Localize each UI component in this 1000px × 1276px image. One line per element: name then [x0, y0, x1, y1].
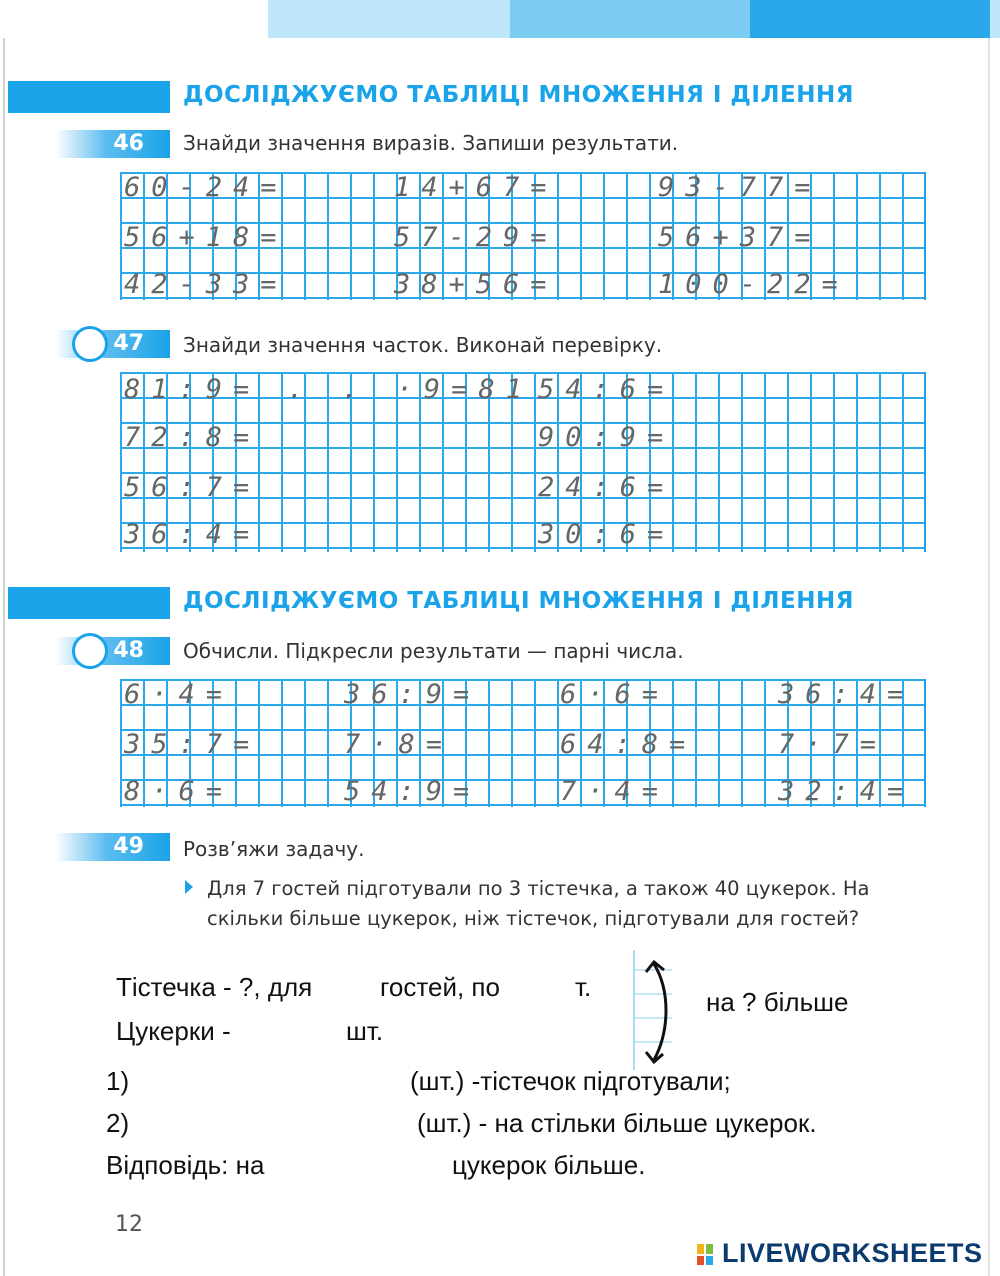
expr: 7·8= [344, 729, 454, 760]
expr: 54:9= [344, 776, 481, 807]
scheme-candies-label: Цукерки - [116, 1016, 231, 1046]
expr: 42-33= [124, 269, 288, 300]
task-marker-circle [72, 326, 108, 362]
scheme-compare-label: на ? більше [706, 987, 849, 1017]
page-edge-left [3, 0, 5, 1276]
expr: 81:9= . . ·9=81 [124, 374, 533, 405]
page-number: 12 [115, 1212, 143, 1237]
scheme-guests-label: гостей, по [380, 972, 500, 1002]
expr: 14+67= [394, 172, 558, 203]
section-bar [8, 587, 170, 619]
grid-task-47 [120, 372, 926, 552]
expr: 57-29= [394, 222, 558, 253]
task-47-question: Знайди значення часток. Виконай перевірку. [183, 333, 663, 357]
liveworksheets-logo-icon [697, 1242, 723, 1266]
expr: 24:6= [538, 472, 675, 503]
expr: 64:8= [560, 729, 697, 760]
grid-task-48 [120, 679, 926, 807]
expr: 36:4= [778, 679, 915, 710]
scheme-pcs-label: шт. [346, 1016, 384, 1046]
expr: 72:8= [124, 422, 261, 453]
watermark: LIVEWORKSHEETS [722, 1238, 983, 1268]
expr: 36:4= [124, 519, 261, 550]
expr: 56+18= [124, 222, 288, 253]
expr: 100-22= [658, 269, 849, 300]
section-title: ДОСЛІДЖУЄМО ТАБЛИЦІ МНОЖЕННЯ І ДІЛЕННЯ [183, 588, 854, 614]
expr: 30:6= [538, 519, 675, 550]
expr: 54:6= [538, 374, 675, 405]
expr: 6·6= [560, 679, 670, 710]
expr: 93-77= [658, 172, 822, 203]
task-number-46: 46 [55, 130, 170, 158]
task-number-49: 49 [55, 833, 170, 861]
expr: 35:7= [124, 729, 261, 760]
task-46-question: Знайди значення виразів. Запиши результати. [183, 131, 679, 155]
answer-suffix: цукерок більше. [452, 1150, 646, 1180]
scheme-unit-label: т. [575, 972, 592, 1002]
scheme-cakes-label: Тістечка - ?, для [116, 972, 313, 1002]
step-2-number: 2) [106, 1108, 130, 1138]
expr: 8·6= [124, 776, 234, 807]
expr: 36:9= [344, 679, 481, 710]
header-color-strip [0, 0, 1000, 38]
expr: 6·4= [124, 679, 234, 710]
expr: 7·4= [560, 776, 670, 807]
bullet-triangle-icon [185, 880, 193, 894]
task-number-48: 48 [55, 637, 170, 665]
task-48-question: Обчисли. Підкресли результати — парні числа. [183, 639, 684, 663]
expr: 38+56= [394, 269, 558, 300]
expr: 90:9= [538, 422, 675, 453]
step-1-text: (шт.) -тістечок підготували; [410, 1066, 731, 1096]
problem-text: Для 7 гостей підготували по 3 тістечка, а також 40 цукерок. На скільки більше цукерок, ніж тістечок, підготували для гостей? [207, 877, 870, 930]
expr: 56:7= [124, 472, 261, 503]
double-arrow-icon [628, 950, 678, 1070]
section-bar [8, 81, 170, 113]
expr: 7·7= [778, 729, 888, 760]
task-number-47: 47 [55, 330, 170, 358]
expr: 32:4= [778, 776, 915, 807]
step-1-number: 1) [106, 1066, 130, 1096]
expr: 56+37= [658, 222, 822, 253]
page-edge-right [988, 0, 990, 1276]
task-marker-circle [72, 633, 108, 669]
grid-task-46 [120, 172, 926, 300]
task-49-question: Розв’яжи задачу. [183, 837, 365, 861]
section-title: ДОСЛІДЖУЄМО ТАБЛИЦІ МНОЖЕННЯ І ДІЛЕННЯ [183, 82, 854, 108]
answer-label: Відповідь: на [106, 1150, 265, 1180]
expr: 60-24= [124, 172, 288, 203]
step-2-text: (шт.) - на стільки більше цукерок. [417, 1108, 817, 1138]
